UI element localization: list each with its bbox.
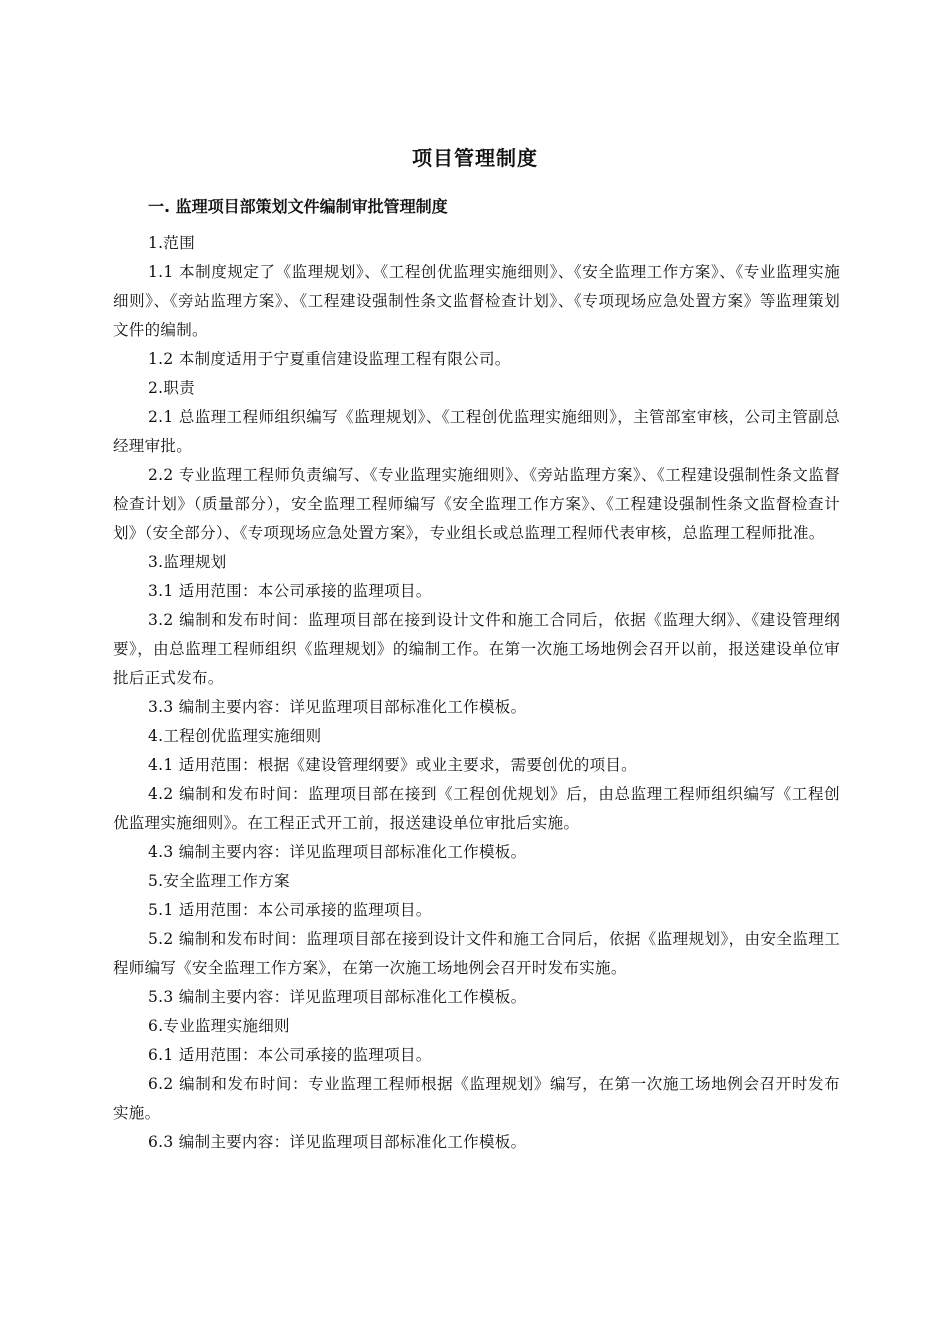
- paragraph-range-heading: 1.范围: [148, 234, 195, 252]
- paragraph-3-2: 3.2 编制和发布时间：监理项目部在接到设计文件和施工合同后，依据《监理大纲》、《建设管理纲要》，由总监理工程师组织《监理规划》的编制工作。在第一次施工场地例会召开以前，报送建设单位审批后正式发布。: [113, 611, 840, 687]
- section-heading: 一. 监理项目部策划文件编制审批管理制度: [148, 197, 448, 216]
- paragraph-5-2: 5.2 编制和发布时间：监理项目部在接到设计文件和施工合同后，依据《监理规划》，由安全监理工程师编写《安全监理工作方案》，在第一次施工场地例会召开时发布实施。: [113, 930, 840, 977]
- paragraph-2-1: 2.1 总监理工程师组织编写《监理规划》、《工程创优监理实施细则》，主管部室审核，公司主管副总经理审批。: [113, 408, 840, 455]
- paragraph-6-2: 6.2 编制和发布时间：专业监理工程师根据《监理规划》编写，在第一次施工场地例会召开时发布实施。: [113, 1075, 840, 1122]
- paragraph-6-1: 6.1 适用范围：本公司承接的监理项目。: [148, 1046, 432, 1064]
- paragraph-1-1: 1.1 本制度规定了《监理规划》、《工程创优监理实施细则》、《安全监理工作方案》、《专业监理实施细则》、《旁站监理方案》、《工程建设强制性条文监督检查计划》、《专项现场应急处置方案》等监理策划文件的编制。: [113, 263, 840, 339]
- document-body: [113, 229, 840, 1157]
- document-title: 项目管理制度: [412, 146, 538, 170]
- paragraph-4-1: 4.1 适用范围：根据《建设管理纲要》或业主要求，需要创优的项目。: [148, 756, 637, 774]
- paragraph-4-3: 4.3 编制主要内容：详见监理项目部标准化工作模板。: [148, 843, 527, 861]
- paragraph-3-1: 3.1 适用范围：本公司承接的监理项目。: [148, 582, 432, 600]
- paragraph-specialty-heading: 6.专业监理实施细则: [148, 1017, 290, 1035]
- paragraph-6-3: 6.3 编制主要内容：详见监理项目部标准化工作模板。: [148, 1133, 527, 1151]
- paragraph-safety-heading: 5.安全监理工作方案: [148, 872, 290, 890]
- paragraph-plan-heading: 3.监理规划: [148, 553, 227, 571]
- paragraph-duties-heading: 2.职责: [148, 379, 195, 397]
- paragraph-3-3: 3.3 编制主要内容：详见监理项目部标准化工作模板。: [148, 698, 527, 716]
- paragraph-5-1: 5.1 适用范围：本公司承接的监理项目。: [148, 901, 432, 919]
- paragraph-5-3: 5.3 编制主要内容：详见监理项目部标准化工作模板。: [148, 988, 527, 1006]
- paragraph-2-2: 2.2 专业监理工程师负责编写、《专业监理实施细则》、《旁站监理方案》、《工程建设强制性条文监督检查计划》（质量部分），安全监理工程师编写《安全监理工作方案》、《工程建设强制性条文监督检查计划》（安全部分）、《专项现场应急处置方案》，专业组长或总监理工程师代表审核，总监理工程师批准。: [113, 466, 840, 542]
- paragraph-1-2: 1.2 本制度适用于宁夏重信建设监理工程有限公司。: [148, 350, 511, 368]
- paragraph-4-2: 4.2 编制和发布时间：监理项目部在接到《工程创优规划》后，由总监理工程师组织编写《工程创优监理实施细则》。在工程正式开工前，报送建设单位审批后实施。: [113, 785, 840, 832]
- paragraph-excellence-heading: 4.工程创优监理实施细则: [148, 727, 322, 745]
